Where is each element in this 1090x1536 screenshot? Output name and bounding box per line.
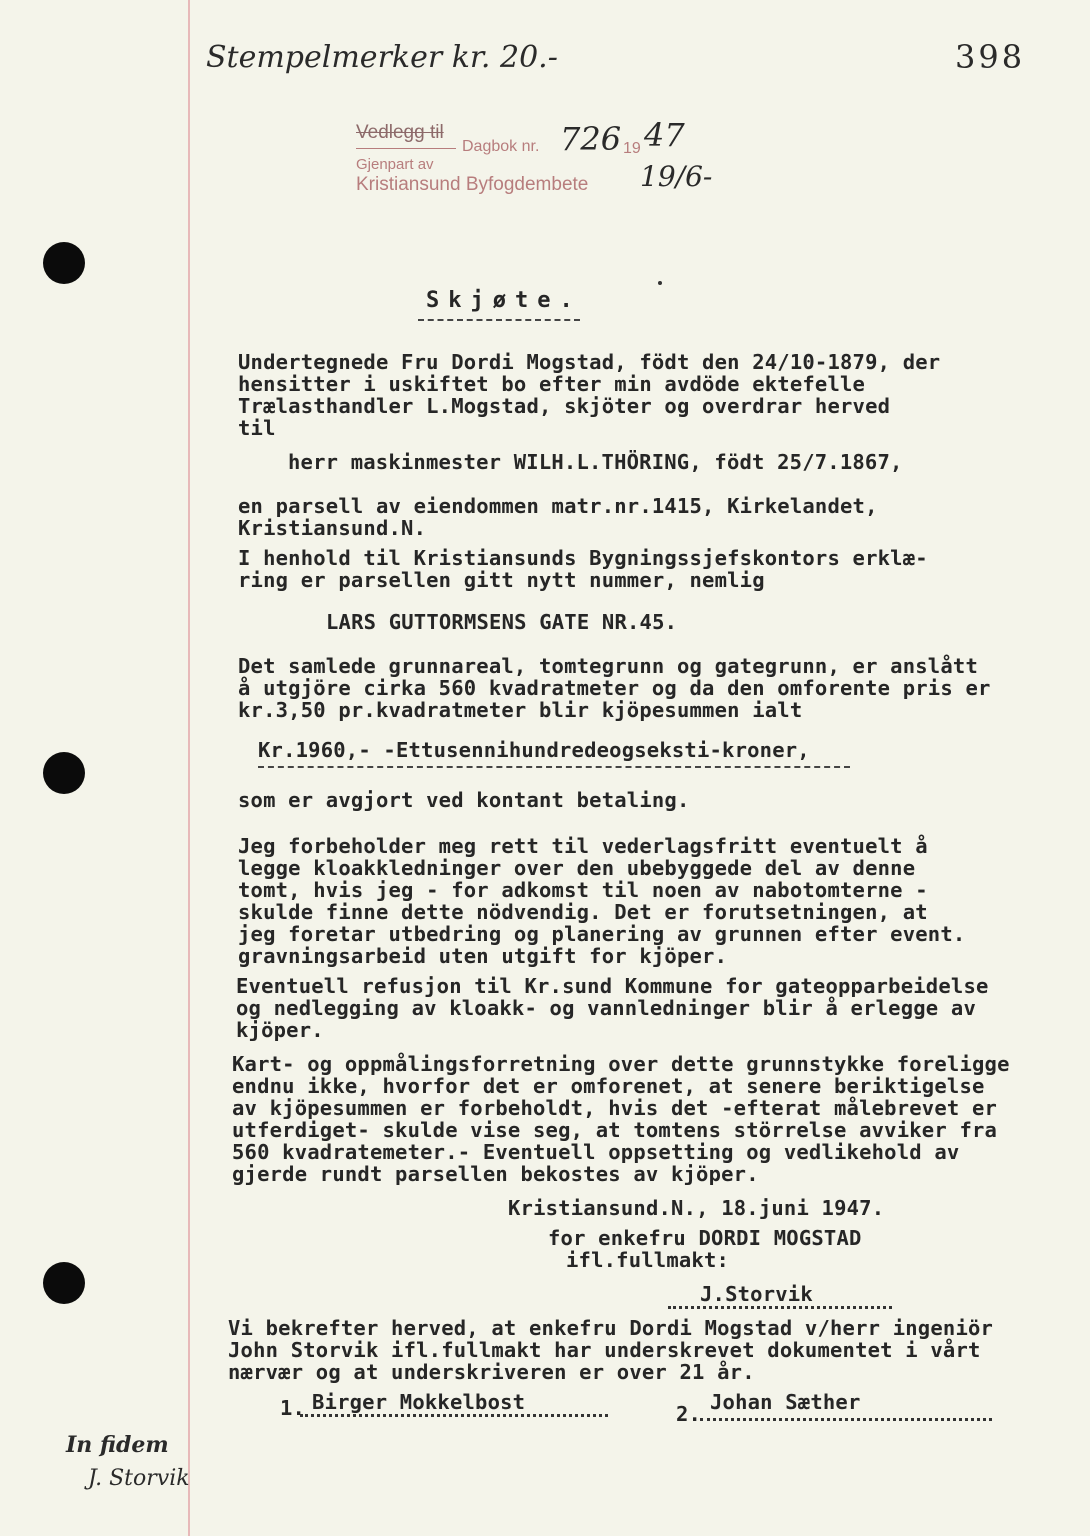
body-line: endnu ikke, hvorfor det er omforenet, at senere beriktigelse <box>232 1074 985 1098</box>
witness-1-name: Birger Mokkelbost <box>312 1390 526 1414</box>
signature-name: J.Storvik <box>700 1282 813 1306</box>
body-line: kr.3,50 pr.kvadratmeter blir kjöpesummen ialt <box>238 698 803 722</box>
witness-text-line: Vi bekrefter herved, at enkefru Dordi Mogstad v/herr ingeniör <box>228 1316 994 1340</box>
body-line: og nedlegging av kloakk- og vannledninger blir å erlegge av <box>236 996 976 1020</box>
body-line: som er avgjort ved kontant betaling. <box>238 788 690 812</box>
punch-hole-top <box>43 242 85 284</box>
witness-1-number: 1. <box>280 1396 306 1420</box>
body-line: av kjöpesummen er forbeholdt, hvis det -efterat målebrevet er <box>232 1096 998 1120</box>
witness-2-dotted-line <box>700 1418 992 1421</box>
margin-note-signature: J. Storvik <box>88 1466 190 1491</box>
stamp-year-suffix: 47 <box>644 116 685 154</box>
margin-note-fidem: In fidem <box>66 1432 169 1458</box>
stamp-dagbok-number: 726 <box>560 120 622 158</box>
body-line: Eventuell refusjon til Kr.sund Kommune for gateopparbeidelse <box>236 974 989 998</box>
body-line: hensitter i uskiftet bo efter min avdöde ektefelle <box>238 372 866 396</box>
address-line: LARS GUTTORMSENS GATE NR.45. <box>326 610 678 634</box>
witness-text-line: John Storvik ifl.fullmakt har underskrevet dokumentet i vårt <box>228 1338 981 1362</box>
witness-2-name: Johan Sæther <box>710 1390 861 1414</box>
body-line: Undertegnede Fru Dordi Mogstad, födt den 24/10-1879, der <box>238 350 941 374</box>
body-line: en parsell av eiendommen matr.nr.1415, Kirkelandet, <box>238 494 878 518</box>
buyer-line: herr maskinmester WILH.L.THÖRING, födt 25/7.1867, <box>288 450 903 474</box>
body-line: 560 kvadratemeter.- Eventuell oppsetting og vedlikehold av <box>232 1140 960 1164</box>
punch-hole-middle <box>43 752 85 794</box>
place-date-line: Kristiansund.N., 18.juni 1947. <box>508 1196 885 1220</box>
page-number: 398 <box>955 38 1026 76</box>
stamp-fee-note: Stempelmerker kr. 20.- <box>206 40 558 75</box>
body-line: I henhold til Kristiansunds Bygningssjefskontors erklæ- <box>238 546 928 570</box>
witness-text-line: nærvær og at underskriveren er over 21 år. <box>228 1360 755 1384</box>
authority-line: ifl.fullmakt: <box>566 1248 730 1272</box>
body-line: skulde finne dette nödvendig. Det er forutsetningen, at <box>238 900 928 924</box>
title-underline <box>418 319 580 321</box>
body-line: til <box>238 416 276 440</box>
body-line: ring er parsellen gitt nytt nummer, nemlig <box>238 568 765 592</box>
stamp-date-handwritten: 19/6- <box>640 160 713 193</box>
document-title: Skjøte. <box>426 288 582 313</box>
punch-hole-bottom <box>43 1262 85 1304</box>
body-line: Kart- og oppmålingsforretning over dette grunnstykke foreligge <box>232 1052 1010 1076</box>
body-line: jeg foretar utbedring og planering av grunnen efter event. <box>238 922 966 946</box>
body-line: utferdiget- skulde vise seg, at tomtens störrelse avviker fra <box>232 1118 998 1142</box>
body-line: Trælasthandler L.Mogstad, skjöter og overdrar herved <box>238 394 891 418</box>
witness-1-dotted-line <box>300 1414 608 1417</box>
stamp-gjenpart-label: Gjenpart av <box>356 156 434 173</box>
body-line: gjerde rundt parsellen bekostes av kjöper. <box>232 1162 759 1186</box>
signatory-line: for enkefru DORDI MOGSTAD <box>548 1226 862 1250</box>
stamp-struck-line: Vedlegg til <box>356 122 444 143</box>
margin-rule <box>188 0 190 1536</box>
body-line: gravningsarbeid uten utgift for kjöper. <box>238 944 728 968</box>
body-line: Det samlede grunnareal, tomtegrunn og gategrunn, er anslått <box>238 654 978 678</box>
stamp-year-prefix: 19 <box>623 140 641 157</box>
body-line: kjöper. <box>236 1018 324 1042</box>
stamp-divider <box>356 148 456 149</box>
signature-dotted-line <box>668 1306 892 1309</box>
amount-underline <box>258 766 850 768</box>
body-line: Kristiansund.N. <box>238 516 427 540</box>
body-line: legge kloakkledninger over den ubebyggede del av denne <box>238 856 916 880</box>
witness-2-number: 2. <box>676 1402 702 1426</box>
body-line: å utgjöre cirka 560 kvadratmeter og da den omforente pris er <box>238 676 991 700</box>
body-line: tomt, hvis jeg - for adkomst til noen av nabotomterne - <box>238 878 928 902</box>
amount-line: Kr.1960,- -Ettusennihundredeogseksti-kroner, <box>258 738 810 762</box>
ink-dot <box>658 281 662 285</box>
body-line: Jeg forbeholder meg rett til vederlagsfritt eventuelt å <box>238 834 928 858</box>
stamp-office: Kristiansund Byfogdembete <box>356 174 589 195</box>
stamp-dagbok-label: Dagbok nr. <box>462 138 540 155</box>
